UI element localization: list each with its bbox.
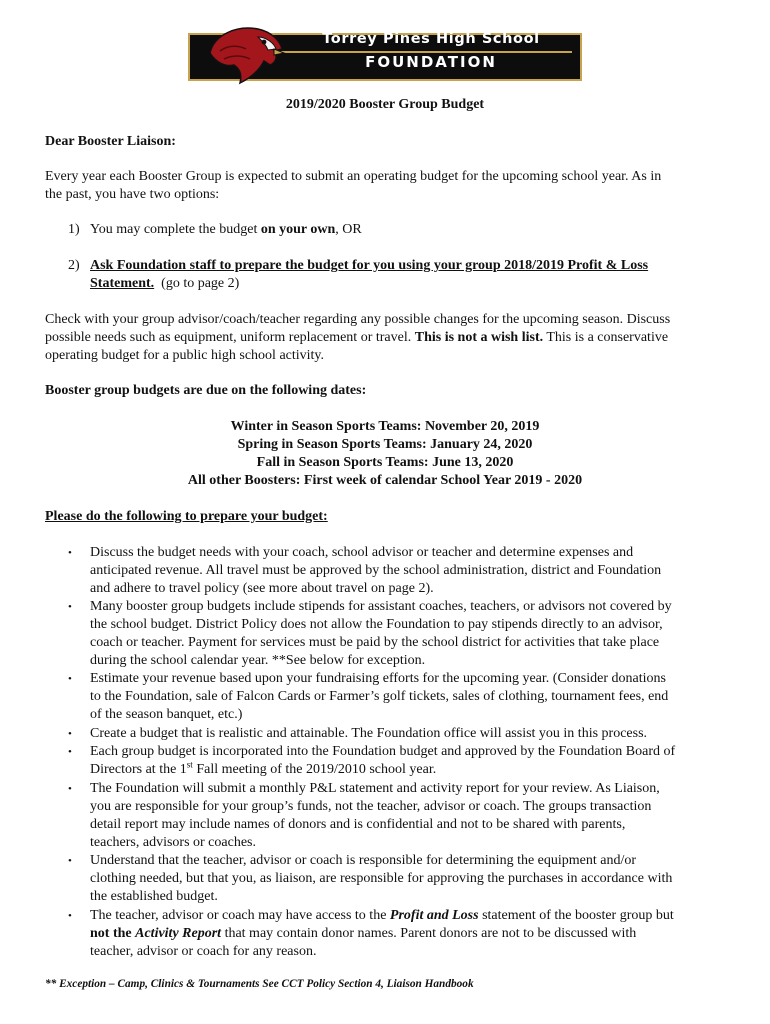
bullet-8-line-1-after: statement of the booster group but: [478, 908, 674, 923]
check-line-2-after: This is a conservative: [543, 330, 669, 345]
bullet-6-line-4: teachers, advisors or coaches.: [90, 835, 256, 850]
bullet-7-line-2: clothing needed, but that you, as liaison, are responsible for approving the purchases in accordance with: [90, 871, 673, 886]
due-date-other: All other Boosters: First week of calendar School Year 2019 - 2020: [187, 473, 583, 488]
document-title: 2019/2020 Booster Group Budget: [285, 97, 485, 112]
due-date-fall: Fall in Season Sports Teams: June 13, 2020: [256, 455, 514, 470]
bullet-3-line-2: to the Foundation, sale of Falcon Cards or Farmer’s golf tickets, sales of clothing, tournament fees, end: [90, 689, 669, 704]
bullet-2-line-1: Many booster group budgets include stipends for assistant coaches, teachers, or advisors not covered by: [90, 599, 672, 614]
check-line-2-before: possible needs such as equipment, uniform replacement or travel.: [45, 330, 415, 345]
bullet-8-line-2-after: that may contain donor names. Parent donors are not to be discussed with: [221, 926, 637, 941]
bullet-5-marker: •: [68, 746, 72, 758]
activity-report-term: Activity Report: [135, 926, 222, 941]
option-2-number: 2): [68, 258, 80, 273]
bullet-7-line-3: the established budget.: [90, 889, 218, 904]
bullet-7-line-1: Understand that the teacher, advisor or coach is responsible for determining the equipment and/or: [90, 853, 637, 868]
logo-foundation-word: FOUNDATION: [365, 53, 497, 71]
logo-school-name: Torrey Pines High School: [322, 31, 540, 47]
bullet-1-line-1: Discuss the budget needs with your coach, school advisor or teacher and determine expenses and: [90, 545, 634, 560]
bullet-6-line-2: you are responsible for your group’s funds, not the teacher, advisor or coach. The groups transaction: [90, 799, 652, 814]
option-2-statement: Statement.: [90, 276, 155, 291]
bullet-1-line-3: and adhere to travel policy (see more about travel on page 2).: [90, 581, 434, 596]
bullet-3-marker: •: [68, 673, 72, 685]
bullet-6-line-3: detail report may include names of donors and is confidential and not to be shared with parents,: [90, 817, 626, 832]
not-the-phrase: not the: [90, 926, 136, 941]
option-1-before: You may complete the budget: [90, 222, 261, 237]
bullet-5-line-2: [90, 761, 436, 779]
bullet-7-marker: •: [68, 855, 72, 867]
bullet-8-line-2: [90, 925, 636, 943]
bullet-8-marker: •: [68, 910, 72, 922]
falcon-icon: [200, 23, 286, 87]
bullet-1-marker: •: [68, 547, 72, 559]
profit-and-loss-term: Profit and Loss: [389, 908, 479, 923]
option-1-bold: on your own: [260, 222, 336, 237]
prep-heading: Please do the following to prepare your budget:: [45, 509, 328, 524]
check-line-1: Check with your group advisor/coach/teacher regarding any possible changes for the upcoming season. Discuss: [45, 312, 671, 327]
exception-footnote: ** Exception – Camp, Clinics & Tournaments See CCT Policy Section 4, Liaison Handbook: [45, 978, 474, 990]
bullet-6-line-1: The Foundation will submit a monthly P&L statement and activity report for your review. As Liaison,: [90, 781, 660, 796]
bullet-3-line-1: Estimate your revenue based upon your fundraising efforts for the upcoming year. (Consider donations: [90, 671, 666, 686]
foundation-logo: [188, 27, 582, 83]
option-1-after: , OR: [335, 222, 362, 237]
bullet-5-line-2-after: Fall meeting of the 2019/2010 school year.: [192, 762, 437, 777]
intro-line-1: Every year each Booster Group is expected to submit an operating budget for the upcoming school year. As in: [45, 169, 662, 184]
ordinal-suffix: st: [186, 759, 193, 770]
bullet-5-line-1: Each group budget is incorporated into the Foundation budget and approved by the Foundation Board of: [90, 744, 676, 759]
due-heading: Booster group budgets are due on the following dates:: [45, 383, 367, 398]
bullet-2-marker: •: [68, 601, 72, 613]
bullet-8-line-1: [90, 907, 674, 925]
check-line-3: operating budget for a public high school activity.: [45, 348, 325, 363]
bullet-3-line-3: of the season banquet, etc.): [90, 707, 243, 722]
bullet-2-line-2: the school budget. District Policy does not allow the Foundation to pay stipends directly to an advisor,: [90, 617, 663, 632]
due-date-spring: Spring in Season Sports Teams: January 24, 2020: [237, 437, 533, 452]
option-1-number: 1): [68, 222, 80, 237]
bullet-4-marker: •: [68, 728, 72, 740]
bullet-2-line-4: during the school calendar year. **See below for exception.: [90, 653, 426, 668]
option-2-page-ref: (go to page 2): [154, 276, 240, 291]
option-2-line-1: Ask Foundation staff to prepare the budget for you using your group 2018/2019 Profit & Loss: [90, 258, 649, 273]
salutation: Dear Booster Liaison:: [45, 134, 176, 149]
intro-line-2: the past, you have two options:: [45, 187, 220, 202]
bullet-8-line-3: teacher, advisor or coach for any reason.: [90, 944, 317, 959]
option-2-line-2: [90, 275, 239, 293]
bullet-1-line-2: anticipated revenue. All travel must be approved by the school administration, district and Foundation: [90, 563, 662, 578]
bullet-6-marker: •: [68, 783, 72, 795]
bullet-4-line-1: Create a budget that is realistic and attainable. The Foundation office will assist you in this process.: [90, 726, 648, 741]
bullet-5-line-2-before: Directors at the 1: [90, 762, 187, 777]
option-1-text: [90, 221, 362, 239]
bullet-2-line-3: coach or teacher. Payment for services must be paid by the school district for activities that take place: [90, 635, 660, 650]
check-line-2: [45, 329, 668, 347]
bullet-8-line-1-before: The teacher, advisor or coach may have access to the: [90, 908, 390, 923]
due-date-winter: Winter in Season Sports Teams: November 20, 2019: [230, 419, 540, 434]
wish-list-note: This is not a wish list.: [414, 330, 544, 345]
